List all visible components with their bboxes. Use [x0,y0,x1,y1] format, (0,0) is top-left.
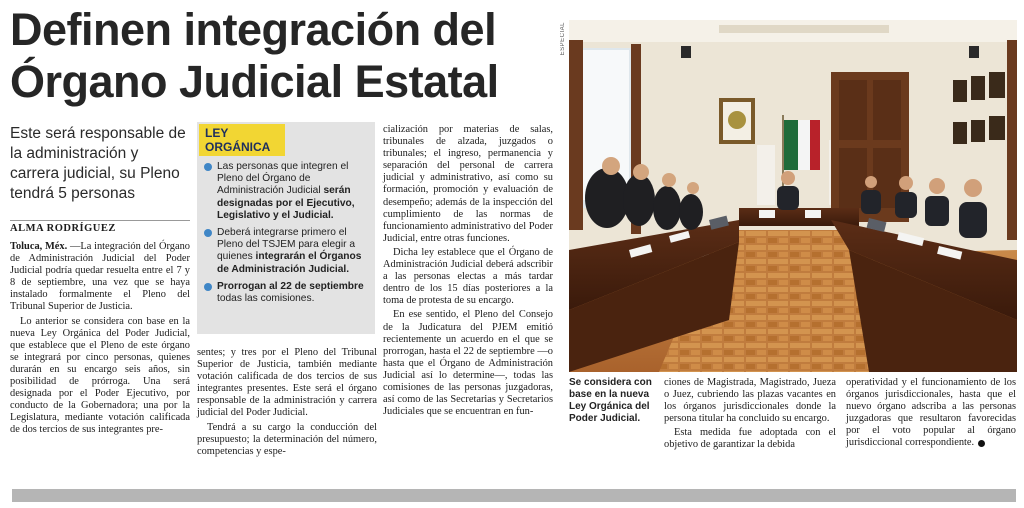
headline-line-2: Órgano Judicial Estatal [10,56,499,107]
paragraph-3: sentes; y tres por el Pleno del Tribunal Superior de Justicia, también mediante votación calificada de dos tercios de sus integrantes presentes. Este será el órgano responsable de la administración y carrera judicial del Poder Judicial. [197,347,377,419]
column-1 [10,241,190,439]
deck: Este será responsable de la administración y carrera judicial, su Pleno tendrá 5 personas [10,125,186,202]
paragraph-6: Dicha ley establece que el Órgano de Administración Judicial deberá adscribir a las personas electas a más tardar dentro de los 15 días posteriores a la toma de protesta de su encargo. [383,246,553,307]
photo-credit: ESPECIAL [560,22,566,56]
sidebar-box [197,122,375,334]
headline-line-1: Definen integración del [10,4,497,55]
sidebar-item: Deberá integrarse primero el Pleno del TSJEM para elegir a quienes integrarán el Órganos de Administración Judicial. [201,227,369,276]
byline: ALMA RODRÍGUEZ [10,220,190,234]
end-mark-icon [978,440,985,447]
paragraph-4: Tendrá a su cargo la conducción del presupuesto; la determinación del número, competencias y espe- [197,421,377,457]
bullet-icon [204,163,212,171]
column-3 [383,124,553,420]
dateline: Toluca, Méx. [10,241,68,252]
sidebar-title: LEY ORGÁNICA [199,124,285,156]
paragraph-7: En ese sentido, el Pleno del Consejo de la Judicatura del PJEM emitió recientemente un acuerdo en el que se prorrogan, hasta el 22 de septiembre —o hasta que el Órgano de Administración Judicial así lo determine—, todas las comisiones de las personas juzgadoras, así como de las Secretarias y Secretarios Judiciales que se encuentran en fun- [383,309,553,418]
paragraph-10: operatividad y el funcionamiento de los órganos jurisdiccionales, hasta que el nuevo órgano adscriba a las personas juzgadoras que resultaron favorecidas por el voto popular al órgano jurisdiccional correspondiente. [846,377,1016,449]
paragraph-9: Esta medida fue adoptada con el objetivo de garantizar la debida [664,427,836,451]
meeting-room-illustration [569,20,1017,372]
paragraph-2: Lo anterior se considera con base en la nueva Ley Orgánica del Poder Judicial, que establece que el Pleno de este órgano se integrará por cinco personas, quienes durarán en su encargo seis años, sin posibilidad de prórroga. Una será designada por el Poder Ejecutivo, por conducto de la Gobernadora; una por la Legislatura, mediante votación calificada de dos tercios de sus integrantes pre- [10,315,190,436]
paragraph-1: Toluca, Méx. —La integración del Órgano de Administración Judicial del Poder Judicial podría quedar resuelta entre el 7 y 8 de septiembre, una vez que se haya instalado formalmente el Pleno del Tribunal Superior de Justicia. [10,241,190,313]
photo-caption: Se considera con base en la nueva Ley Orgánica del Poder Judicial. [569,377,652,424]
column-5 [846,377,1016,452]
headline [10,4,565,108]
footer-bar [12,489,1016,502]
bullet-icon [204,283,212,291]
paragraph-8: ciones de Magistrada, Magistrado, Jueza o Juez, cubriendo las plazas vacantes en los órganos jurisdiccionales donde la persona titular ha concluido su encargo. [664,377,836,425]
meeting-photo [569,20,1017,372]
bullet-icon [204,229,212,237]
sidebar-item: Las personas que integren el Pleno del Órgano de Administración Judicial serán designadas por el Ejecutivo, Legislativo y el Judicial. [201,161,369,222]
sidebar-item: Prorrogan al 22 de septiembre todas las comisiones. [201,281,369,305]
paragraph-5: cialización por materias de salas, tribunales de alzada, juzgados o tribunales; el ingreso, permanencia y separación del personal de carrera judicial y administrativo, así como su formación, promoción y evaluación de desempeño; además de la inspección del cumplimiento de las normas de funcionamiento administrativo del Poder Judicial, entre otras funciones. [383,124,553,244]
column-4 [664,377,836,454]
column-2 [197,347,377,460]
